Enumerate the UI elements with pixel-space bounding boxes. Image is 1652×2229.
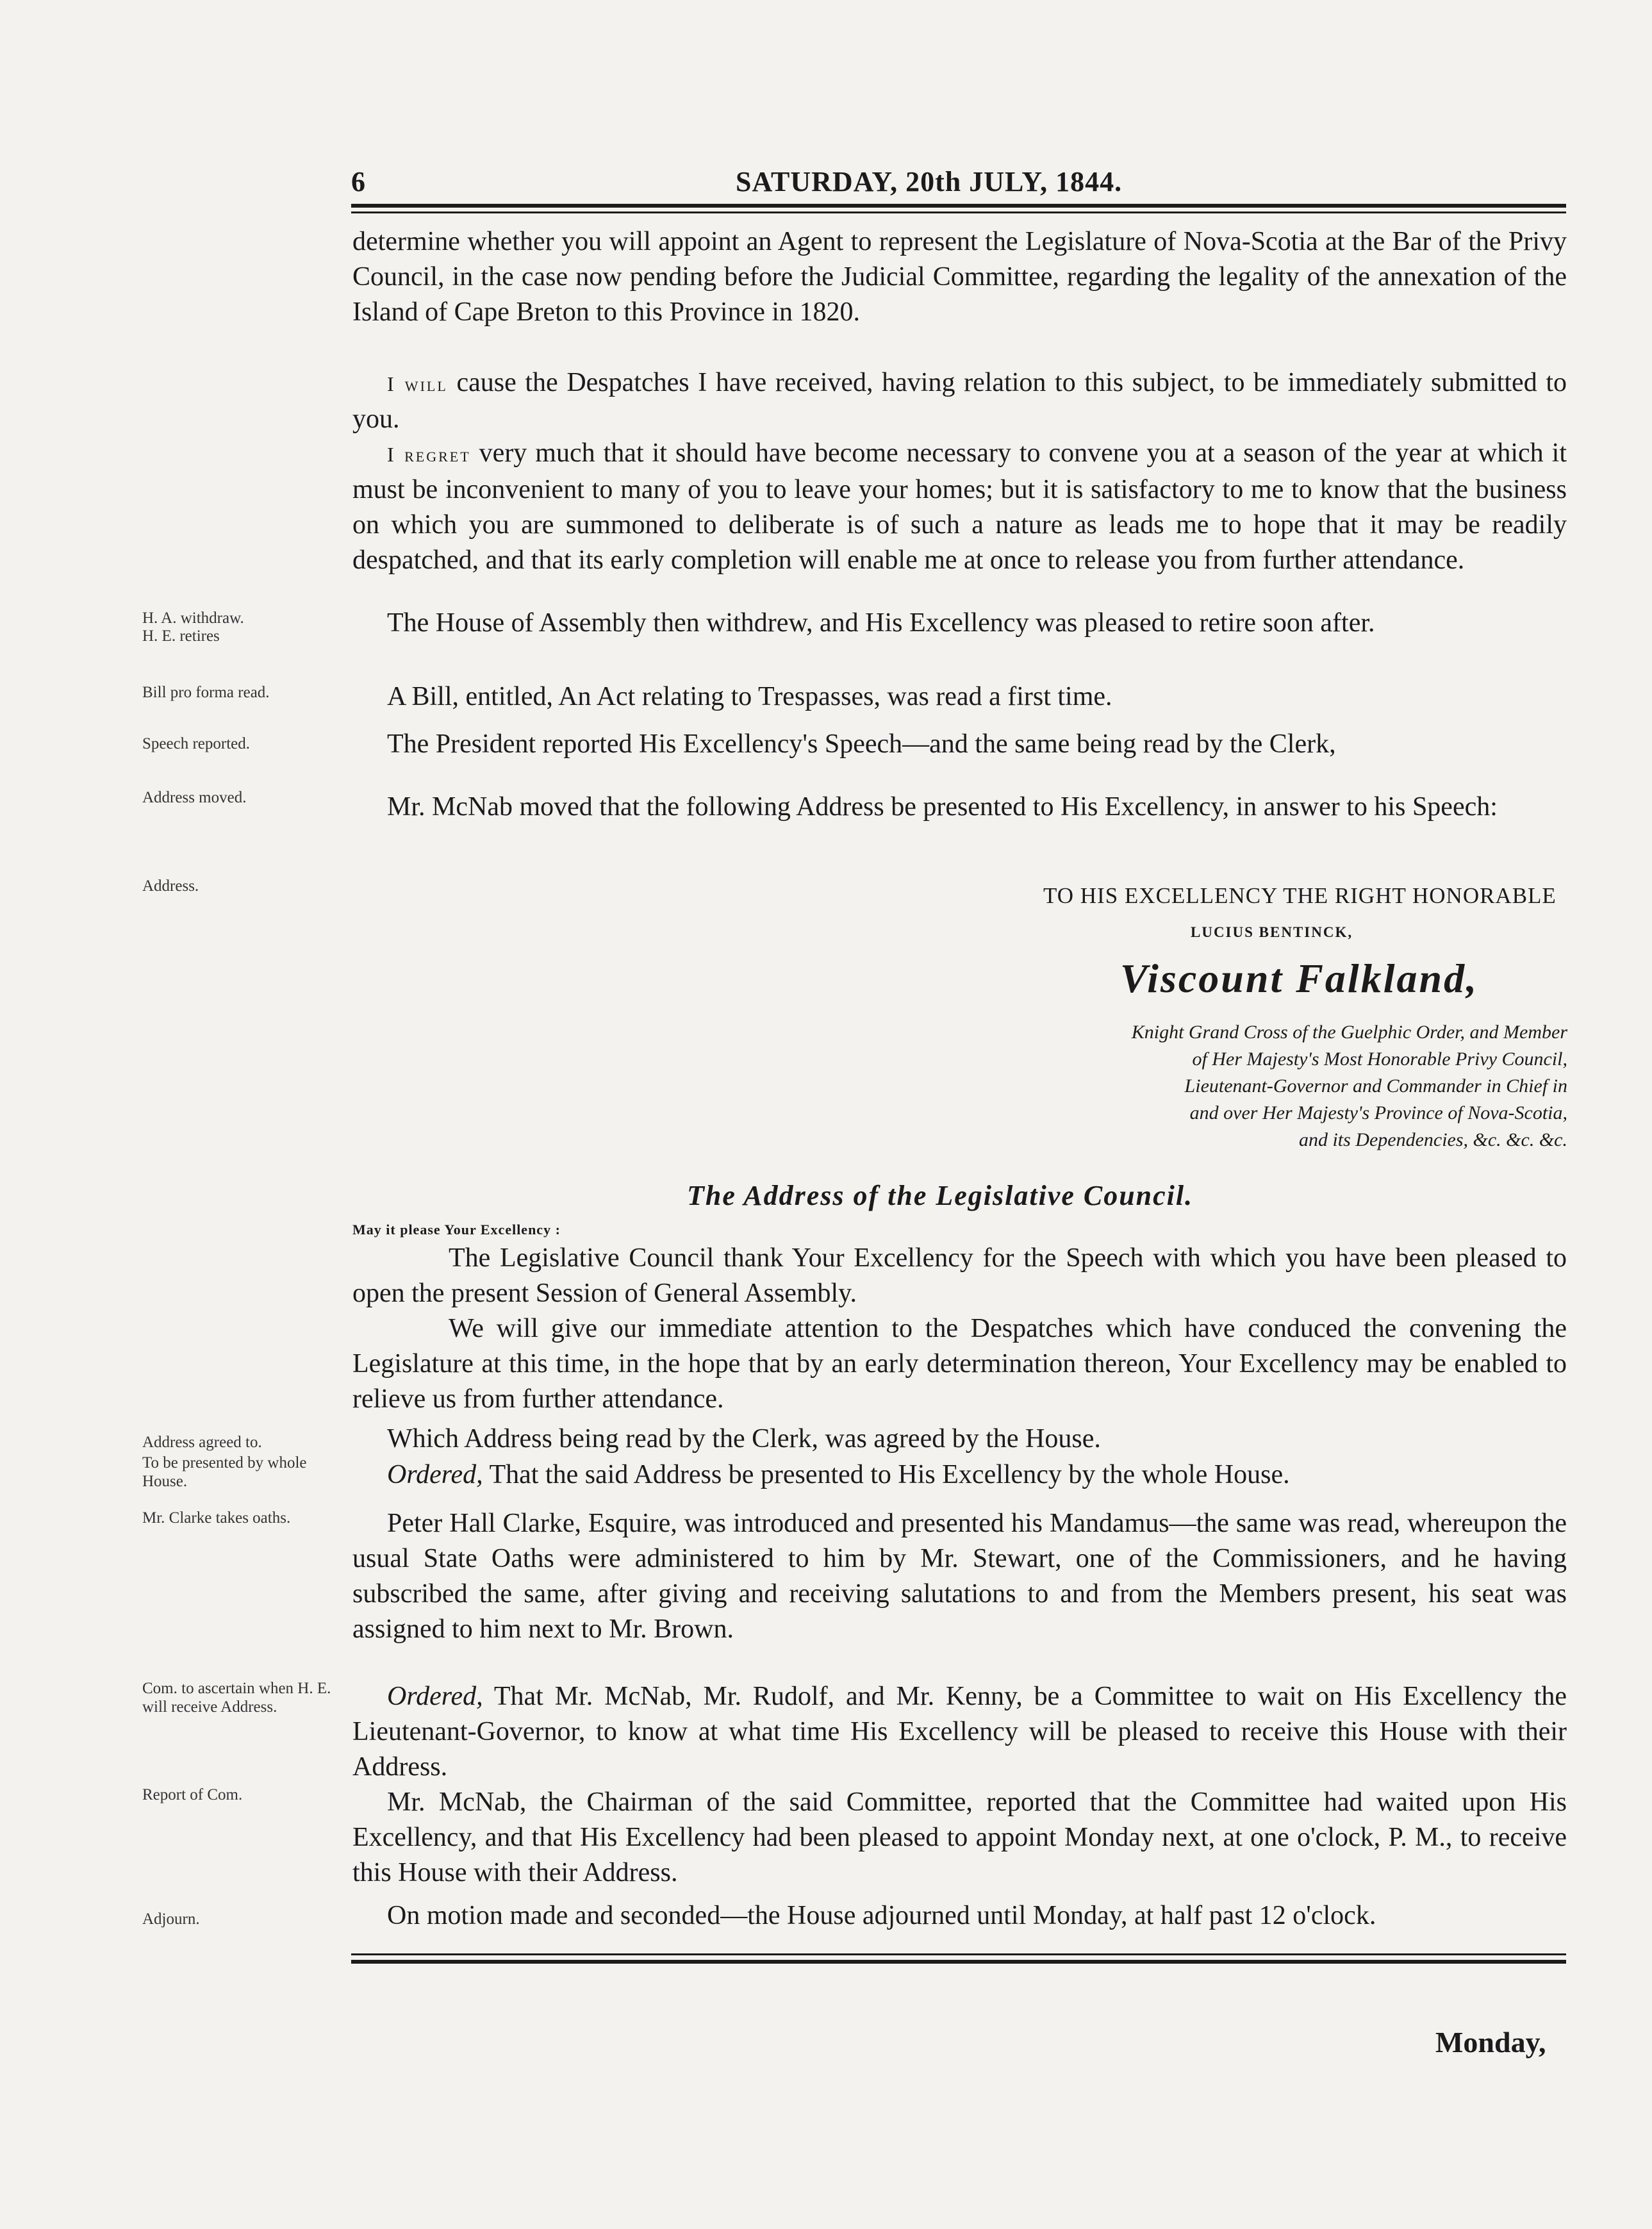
footer-rule xyxy=(351,1960,1566,1964)
margin-note-adjourn: Adjourn. xyxy=(142,1910,200,1928)
margin-note-address-agreed: Address agreed to. xyxy=(142,1434,262,1451)
address-heading: The Address of the Legislative Council. xyxy=(687,1180,1194,1211)
margin-note-retires: H. E. retires xyxy=(142,627,220,645)
margin-note-committee: Com. to ascertain when H. E. will receive Address. xyxy=(142,1680,331,1716)
page-number: 6 xyxy=(351,166,365,197)
paragraph-text: That Mr. McNab, Mr. Rudolf, and Mr. Kenny, be a Committee to wait on His Excellency the Lieutenant-Governor, to know at what time His Excellency will be pleased to receive this House with their Address. xyxy=(352,1682,1567,1782)
header-rule xyxy=(351,204,1566,208)
ordered-lead: Ordered, xyxy=(387,1460,483,1489)
margin-note-address: Address. xyxy=(142,877,199,895)
lead-words: I regret xyxy=(387,443,471,466)
paragraph-text: That the said Address be presented to His Excellency by the whole House. xyxy=(489,1460,1290,1489)
honours-line: Knight Grand Cross of the Guelphic Order, and Member xyxy=(1131,1022,1567,1043)
margin-note-speech: Speech reported. xyxy=(142,735,250,752)
address-salutation: May it please Your Excellency : xyxy=(352,1222,561,1238)
paragraph-text: cause the Despatches I have received, having relation to this subject, to be immediately submitted to you. xyxy=(352,368,1567,434)
paragraph-ordered-committee xyxy=(352,1679,1567,1785)
margin-note-address-moved: Address moved. xyxy=(142,789,247,806)
address-recipient-title: Viscount Falkland, xyxy=(1120,956,1479,1001)
paragraph-ordered-presented xyxy=(352,1457,1567,1493)
footer-rule-thin xyxy=(351,1953,1566,1955)
paragraph-agent: determine whether you will appoint an Agent to represent the Legislature of Nova-Scotia at the Bar of the Privy Council, in the case now pending before the Judicial Committee, regarding the legality of the annexation of the Island of Cape Breton to this Province in 1820. xyxy=(352,227,1567,327)
paragraph-immediate-attention: We will give our immediate attention to the Despatches which have conduced the convening the Legislature at this time, in the hope that by an early determination thereon, Your Excellency may be enabled to relieve us from further attendance. xyxy=(352,1314,1567,1414)
paragraph-withdrew: The House of Assembly then withdrew, and His Excellency was pleased to retire soon after. xyxy=(387,608,1375,638)
catchword: Monday, xyxy=(1435,2026,1546,2059)
paragraph-address-agreed: Which Address being read by the Clerk, was agreed by the House. xyxy=(387,1424,1101,1454)
address-recipient-honours xyxy=(991,1019,1567,1154)
honours-line: of Her Majesty's Most Honorable Privy Council, xyxy=(1192,1048,1567,1070)
address-recipient-line: TO HIS EXCELLENCY THE RIGHT HONORABLE xyxy=(1043,883,1557,908)
paragraph-bill: A Bill, entitled, An Act relating to Trespasses, was read a first time. xyxy=(387,682,1112,711)
margin-note-report: Report of Com. xyxy=(142,1786,243,1803)
honours-line: and its Dependencies, &c. &c. &c. xyxy=(1298,1129,1567,1150)
margin-note-withdraw: H. A. withdraw. xyxy=(142,609,244,627)
honours-line: and over Her Majesty's Province of Nova-Scotia, xyxy=(1189,1102,1567,1123)
ordered-lead: Ordered, xyxy=(387,1682,483,1711)
paragraph-adjourned: On motion made and seconded—the House adjourned until Monday, at half past 12 o'clock. xyxy=(387,1901,1376,1930)
margin-note-clarke: Mr. Clarke takes oaths. xyxy=(142,1509,291,1527)
header-rule-thin xyxy=(351,211,1566,213)
paragraph-text: very much that it should have become necessary to convene you at a season of the year at which it must be inconvenient to many of you to leave your homes; but it is satisfactory to me to know that the business on which you are summoned to deliberate is of such a nature as leads me to hope that it may be readily despatched, and that its early completion will enable me at once to release you from further attendance. xyxy=(352,438,1567,575)
paragraph-clarke-mandamus: Peter Hall Clarke, Esquire, was introduced and presented his Mandamus—the same was read, whereupon the usual State Oaths were administered to him by Mr. Stewart, one of the Commissioners, and he having subscribed the same, after giving and receiving salutations to and from the Members present, his seat was assigned to him next to Mr. Brown. xyxy=(352,1509,1567,1644)
page-header-date: SATURDAY, 20th JULY, 1844. xyxy=(736,166,1123,197)
margin-note-bill: Bill pro forma read. xyxy=(142,684,270,701)
honours-line: Lieutenant-Governor and Commander in Chief in xyxy=(1184,1075,1567,1097)
paragraph-despatches xyxy=(352,365,1567,437)
address-recipient-name: LUCIUS BENTINCK, xyxy=(1191,924,1353,940)
paragraph-committee-report: Mr. McNab, the Chairman of the said Committee, reported that the Committee had waited upon His Excellency, and that His Excellency had been pleased to appoint Monday next, at one o'clock, P. M., to receive this House with their Address. xyxy=(352,1787,1567,1887)
paragraph-council-thanks: The Legislative Council thank Your Excellency for the Speech with which you have been pleased to open the present Session of General Assembly. xyxy=(352,1243,1567,1308)
paragraph-regret xyxy=(352,436,1567,578)
margin-note-presented: To be presented by whole House. xyxy=(142,1454,307,1490)
lead-words: I will xyxy=(387,372,448,395)
paragraph-speech-reported: The President reported His Excellency's Speech—and the same being read by the Clerk, xyxy=(387,729,1336,759)
paragraph-address-moved: Mr. McNab moved that the following Address be presented to His Excellency, in answer to his Speech: xyxy=(387,792,1498,822)
